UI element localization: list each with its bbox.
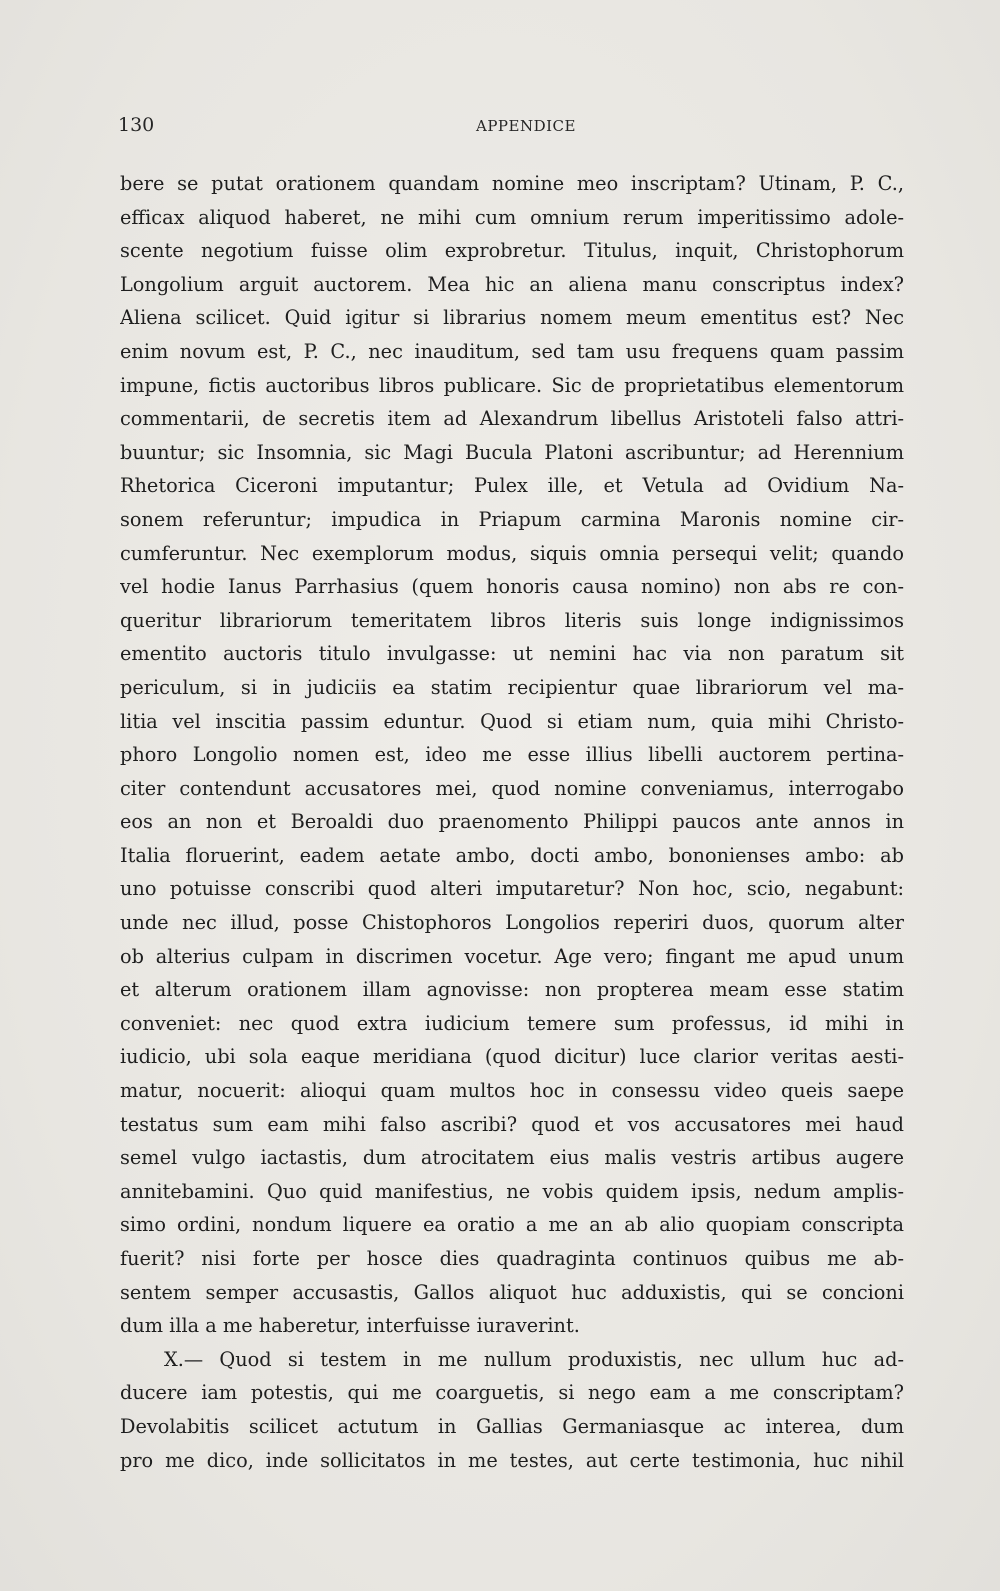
text-line: citer contendunt accusatores mei, quod nomine conveniamus, interrogabo (120, 776, 904, 800)
text-line: semel vulgo iactastis, dum atrocitatem eius malis vestris artibus augere (120, 1146, 904, 1170)
text-line: commentarii, de secretis item ad Alexandrum libellus Aristoteli falso attri- (120, 407, 904, 431)
text-line: simo ordini, nondum liquere ea oratio a me an ab alio quopiam conscripta (120, 1213, 904, 1237)
text-line: impune, fictis auctoribus libros publicare. Sic de proprietatibus elementorum (120, 373, 904, 397)
text-line: sentem semper accusastis, Gallos aliquot huc adduxistis, qui se concioni (120, 1280, 904, 1304)
text-line: fuerit? nisi forte per hosce dies quadraginta continuos quibus me ab- (120, 1247, 904, 1270)
text-line: ducere iam potestis, qui me coarguetis, si nego eam a me conscriptam? (120, 1381, 904, 1405)
text-line: uno potuisse conscribi quod alteri imputaretur? Non hoc, scio, negabunt: (120, 877, 904, 901)
text-line: unde nec illud, posse Chistophoros Longolios reperiri duos, quorum alter (120, 911, 904, 935)
text-line: X.— Quod si testem in me nullum produxistis, nec ullum huc ad- (164, 1347, 904, 1371)
text-line: queritur librariorum temeritatem libros literis suis longe indignissimos (120, 608, 904, 632)
text-line: bere se putat orationem quandam nomine meo inscriptam? Utinam, P. C., (120, 172, 904, 195)
text-line: Rhetorica Ciceroni imputantur; Pulex ille, et Vetula ad Ovidium Na- (120, 474, 904, 498)
text-line: scente negotium fuisse olim exprobretur. Titulus, inquit, Christophorum (120, 239, 904, 263)
text-line: efficax aliquod haberet, ne mihi cum omnium rerum imperitissimo adole- (120, 205, 904, 229)
page-header (118, 114, 904, 144)
text-line: ementito auctoris titulo invulgasse: ut nemini hac via non paratum sit (120, 642, 904, 666)
text-line: Longolium arguit auctorem. Mea hic an aliena manu conscriptus index? (120, 272, 904, 296)
text-line: enim novum est, P. C., nec inauditum, sed tam usu frequens quam passim (120, 339, 904, 363)
text-line: iudicio, ubi sola eaque meridiana (quod dicitur) luce clarior veritas aesti- (120, 1045, 904, 1069)
text-line: vel hodie Ianus Parrhasius (quem honoris causa nomino) non abs re con- (120, 575, 904, 599)
text-line: matur, nocuerit: alioqui quam multos hoc in consessu video queis saepe (120, 1079, 904, 1103)
text-line: periculum, si in judiciis ea statim recipientur quae librariorum vel ma- (120, 675, 904, 699)
text-line: pro me dico, inde sollicitatos in me testes, aut certe testimonia, huc nihil (120, 1448, 904, 1472)
text-line: eos an non et Beroaldi duo praenomento Philippi paucos ante annos in (120, 810, 904, 834)
text-line: phoro Longolio nomen est, ideo me esse illius libelli auctorem pertina- (120, 743, 904, 767)
text-line: Aliena scilicet. Quid igitur si librarius nomem meum ementitus est? Nec (120, 306, 904, 330)
text-line: Italia floruerint, eadem aetate ambo, docti ambo, bononienses ambo: ab (120, 843, 904, 867)
text-line: sonem referuntur; impudica in Priapum carmina Maronis nomine cir- (120, 507, 904, 531)
text-line: ob alterius culpam in discrimen vocetur. Age vero; fingant me apud unum (120, 944, 904, 968)
text-line: Devolabitis scilicet actutum in Gallias Germaniasque ac interea, dum (120, 1414, 904, 1438)
text-line: litia vel inscitia passim eduntur. Quod si etiam num, quia mihi Christo- (120, 709, 904, 733)
body-text (120, 167, 904, 1477)
text-line: testatus sum eam mihi falso ascribi? quod et vos accusatores mei haud (120, 1112, 904, 1136)
running-title: APPENDICE (476, 117, 576, 135)
page-number: 130 (118, 114, 155, 136)
text-line: annitebamini. Quo quid manifestius, ne vobis quidem ipsis, nedum amplis- (120, 1179, 904, 1203)
text-line: conveniet: nec quod extra iudicium temere sum professus, id mihi in (120, 1011, 904, 1035)
text-line: et alterum orationem illam agnovisse: non propterea meam esse statim (120, 978, 904, 1002)
text-line: dum illa a me haberetur, interfuisse iuraverint. (120, 1314, 580, 1338)
text-line: buuntur; sic Insomnia, sic Magi Bucula Platoni ascribuntur; ad Herennium (120, 440, 904, 464)
text-line: cumferuntur. Nec exemplorum modus, siquis omnia persequi velit; quando (120, 541, 904, 565)
